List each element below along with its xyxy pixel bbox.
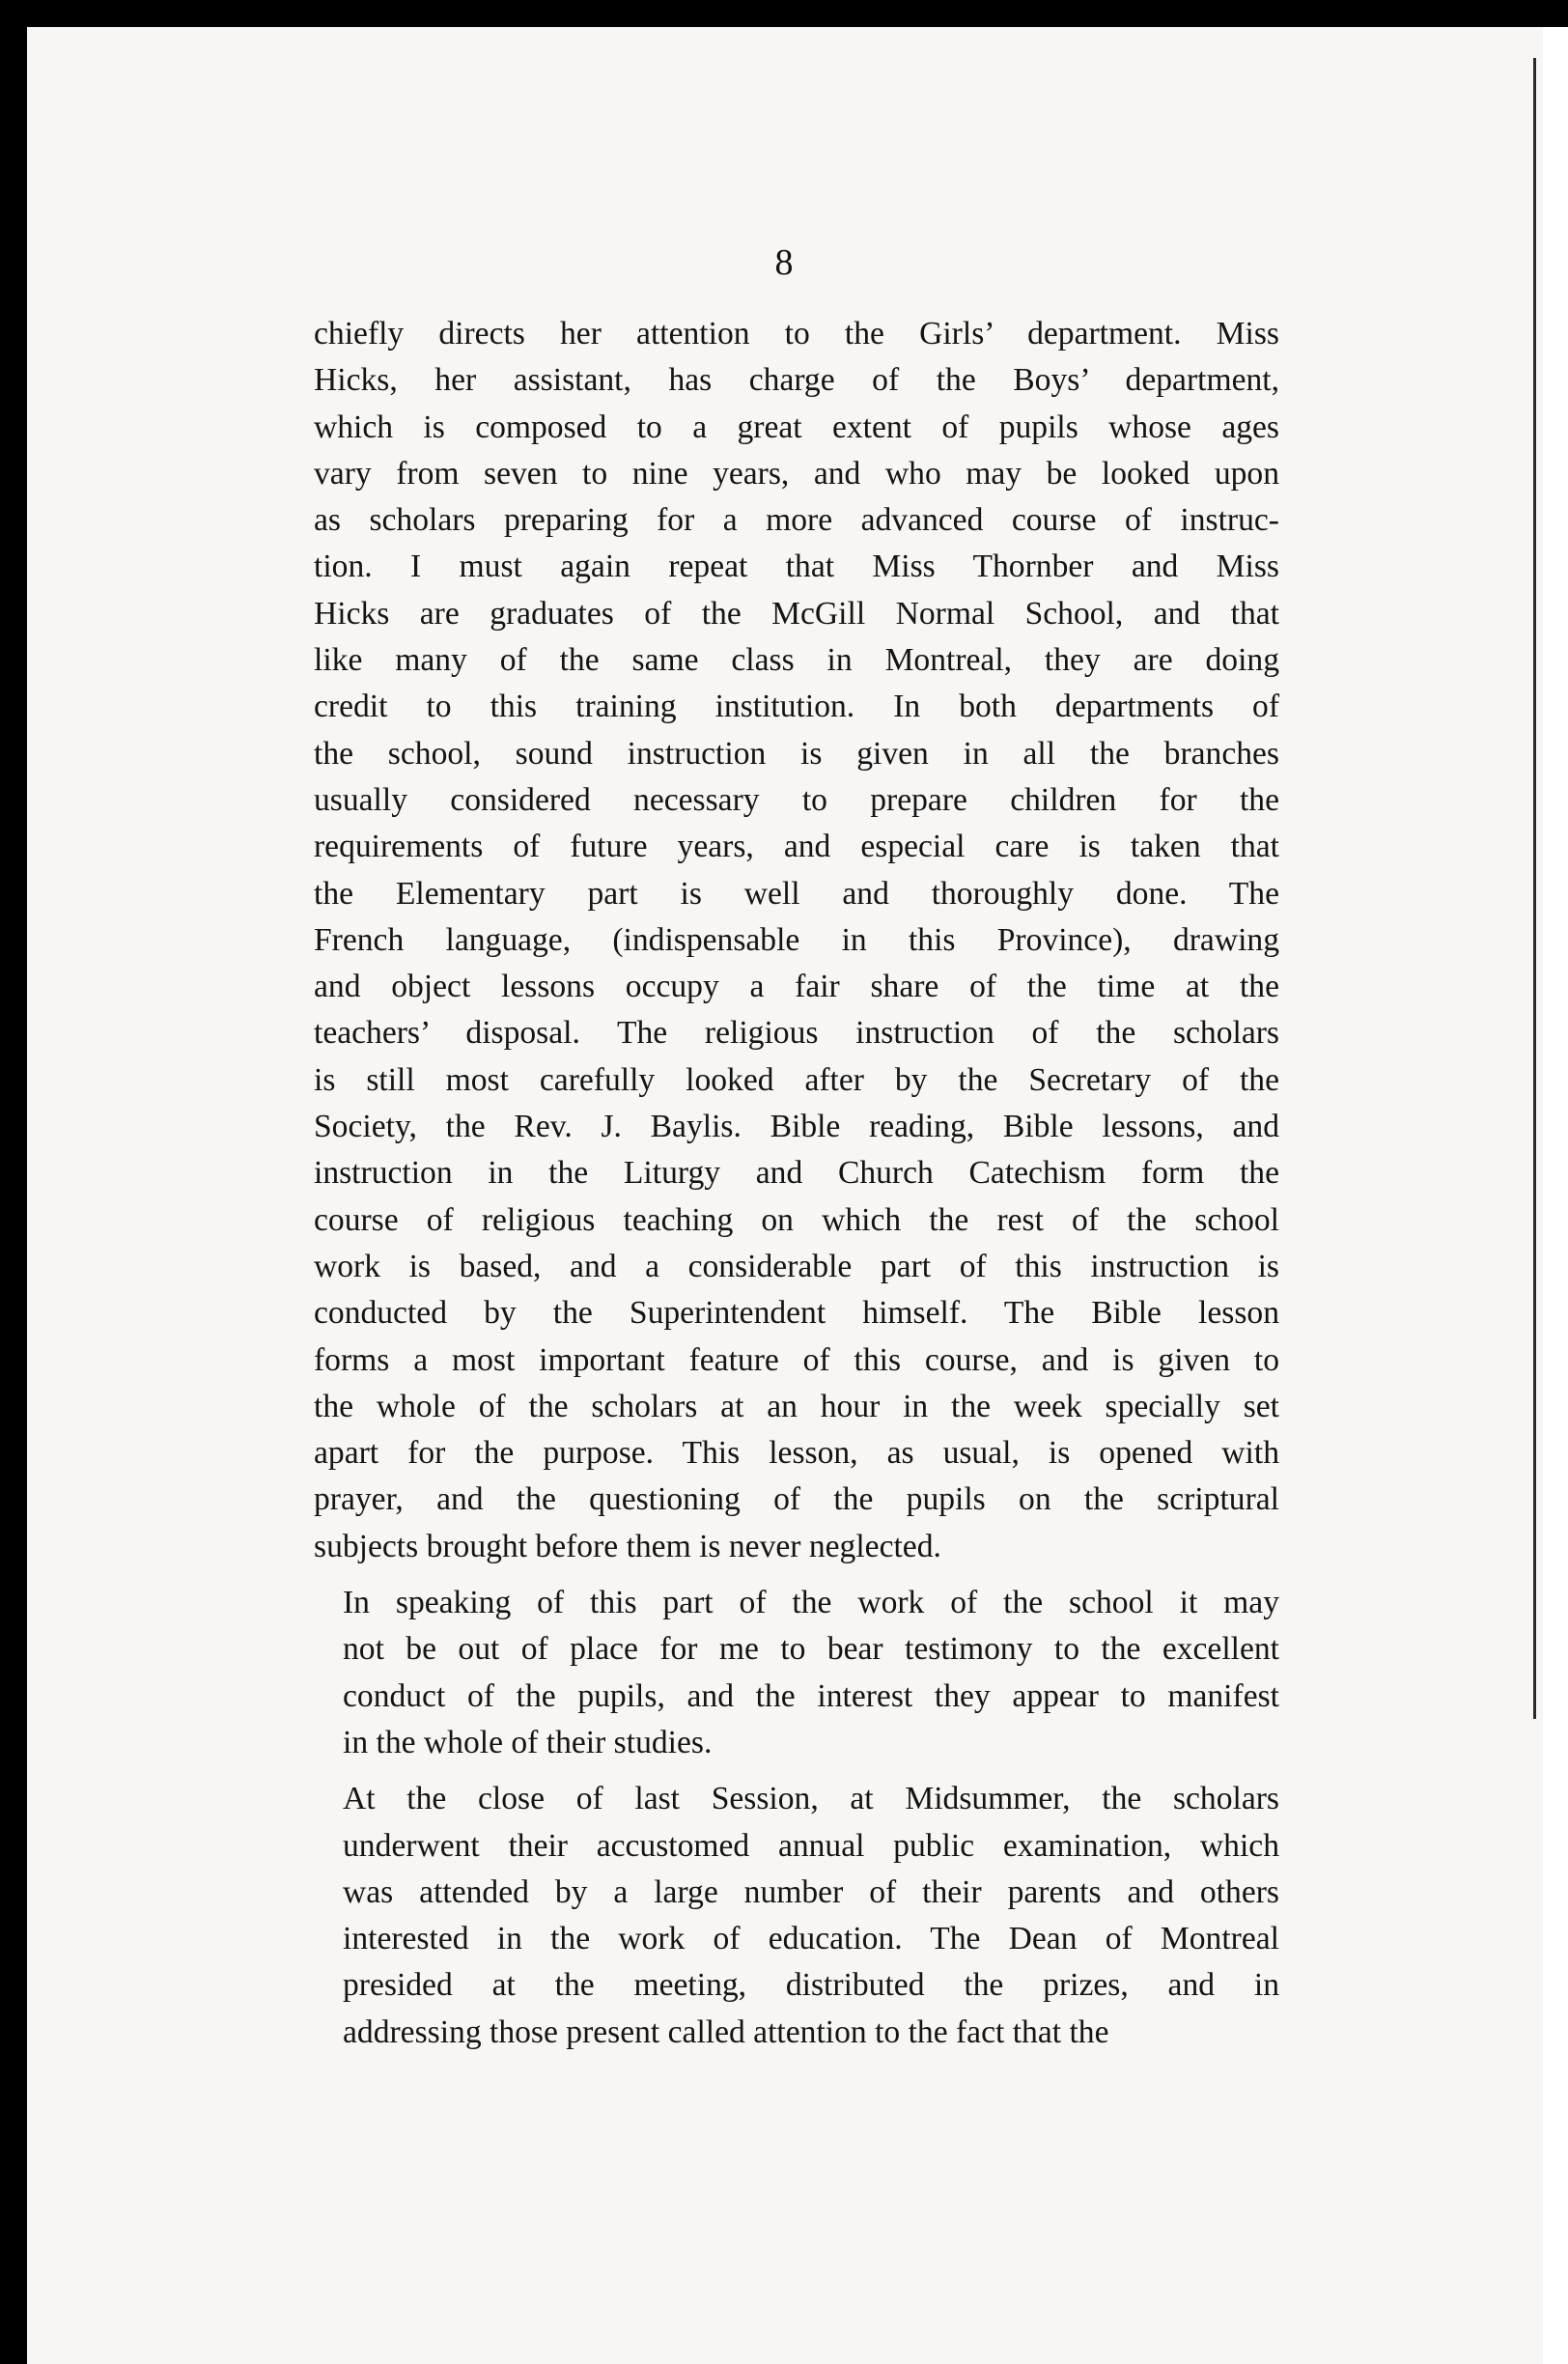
text-line: in the whole of their studies. (343, 1724, 713, 1760)
text-line: the Elementary part is well and thoroughly done. The (314, 875, 1279, 912)
text-line: chiefly directs her attention to the Girls’ department. Miss (314, 316, 1279, 352)
text-line: subjects brought before them is never neglected. (314, 1528, 941, 1564)
text-line: prayer, and the questioning of the pupils on the scriptural (314, 1481, 1279, 1518)
body-text (314, 311, 1279, 2056)
binding-rule (1533, 58, 1536, 1719)
text-line: interested in the work of education. The Dean of Montreal (343, 1921, 1279, 1957)
text-line: requirements of future years, and especial care is taken that (314, 829, 1279, 865)
text-line: the school, sound instruction is given in all the branches (314, 735, 1279, 772)
text-line: which is composed to a great extent of pupils whose ages (314, 408, 1279, 445)
text-line: vary from seven to nine years, and who may be looked upon (314, 455, 1279, 492)
text-line: is still most carefully looked after by the Secretary of the (314, 1061, 1279, 1098)
text-line: like many of the same class in Montreal, they are doing (314, 642, 1279, 679)
text-line: and object lessons occupy a fair share of the time at the (314, 969, 1279, 1005)
text-line: teachers’ disposal. The religious instruction of the scholars (314, 1015, 1279, 1052)
text-line: underwent their accustomed annual public examination, which (343, 1827, 1279, 1864)
text-line: conducted by the Superintendent himself. The Bible lesson (314, 1295, 1279, 1332)
text-line: as scholars preparing for a more advanced course of instruc- (314, 502, 1279, 539)
text-line: conduct of the pupils, and the interest they appear to manifest (343, 1677, 1279, 1714)
text-line: not be out of place for me to bear testimony to the excellent (343, 1631, 1279, 1668)
text-line: course of religious teaching on which the rest of the school (314, 1201, 1279, 1238)
text-line: work is based, and a considerable part of this instruction is (314, 1248, 1279, 1284)
text-line: instruction in the Liturgy and Church Catechism form the (314, 1155, 1279, 1192)
text-line: the whole of the scholars at an hour in the week specially set (314, 1388, 1279, 1424)
page-number: 8 (774, 242, 794, 283)
text-line: tion. I must again repeat that Miss Thornber and Miss (314, 549, 1279, 585)
text-line: forms a most important feature of this course, and is given to (314, 1341, 1279, 1378)
text-line: credit to this training institution. In both departments of (314, 689, 1279, 725)
text-line: At the close of last Session, at Midsummer, the scholars (343, 1781, 1279, 1817)
text-line: In speaking of this part of the work of the school it may (343, 1585, 1279, 1621)
text-line: Hicks are graduates of the McGill Normal School, and that (314, 595, 1279, 632)
text-line: usually considered necessary to prepare children for the (314, 781, 1279, 818)
text-line: French language, (indispensable in this Province), drawing (314, 921, 1279, 958)
paragraph-2 (314, 1580, 1279, 1766)
text-line: apart for the purpose. This lesson, as usual, is opened with (314, 1435, 1279, 1472)
text-line: Society, the Rev. J. Baylis. Bible reading, Bible lessons, and (314, 1109, 1279, 1145)
text-line: presided at the meeting, distributed the prizes, and in (343, 1967, 1279, 2004)
text-line: Hicks, her assistant, has charge of the Boys’ department, (314, 362, 1279, 399)
page-right-edge (1543, 27, 1568, 2364)
paragraph-1 (314, 311, 1279, 1570)
paragraph-3 (314, 1776, 1279, 2056)
text-line: was attended by a large number of their parents and others (343, 1873, 1279, 1910)
text-line: addressing those present called attention to the fact that the (343, 2013, 1109, 2050)
